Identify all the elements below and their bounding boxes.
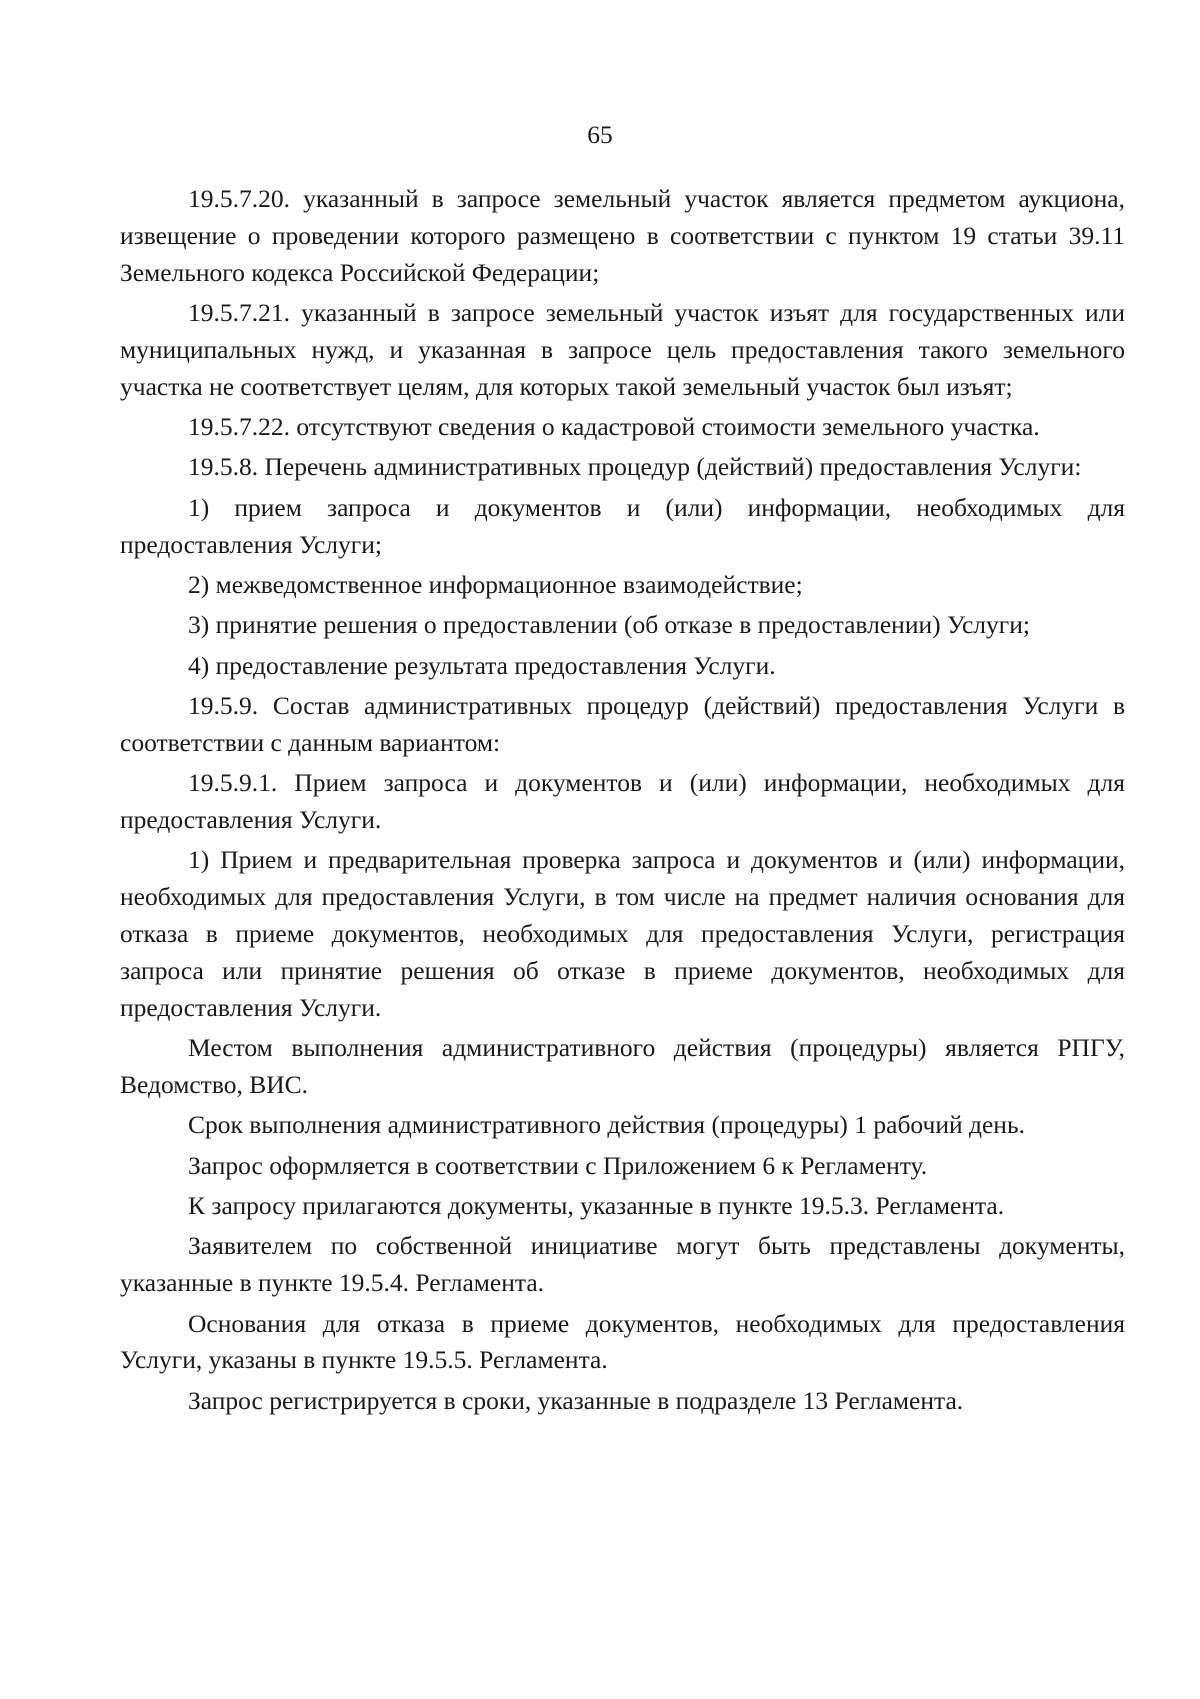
paragraph-registration: Запрос регистрируется в сроки, указанные в подразделе 13 Регламента. bbox=[188, 1385, 964, 1415]
paragraph-refusal-grounds: Основания для отказа в приеме документов, необходимых для предоставления Услуги, указаны в пункте 19.5.5. Регламента. bbox=[120, 1308, 1125, 1375]
paragraph-19-5-8: 19.5.8. Перечень административных процедур (действий) предоставления Услуги: bbox=[188, 452, 1082, 482]
list-item-4: 4) предоставление результата предоставления Услуги. bbox=[188, 650, 776, 680]
paragraph-19-5-9-1: 19.5.9.1. Прием запроса и документов и (или) информации, необходимых для предоставления Услуги. bbox=[120, 768, 1125, 835]
paragraph-19-5-7-20: 19.5.7.20. указанный в запросе земельный участок является предметом аукциона, извещение о проведении которого размещено в соответствии с пунктом 19 статьи 39.11 Земельного кодекса Российской Федерации; bbox=[120, 184, 1125, 287]
paragraph-19-5-7-21: 19.5.7.21. указанный в запросе земельный участок изъят для государственных или муниципальных нужд, и указанная в запросе цель предоставления такого земельного участка не соответствует целям, для которых такой земельный участок был изъят; bbox=[120, 297, 1125, 401]
paragraph-step-1: 1) Прием и предварительная проверка запроса и документов и (или) информации, необходимых для предоставления Услуги, в том числе на предмет наличия основания для отказа в приеме документов, необходимых для предоставления Услуги, регистрация запроса или принятие решения об отказе в приеме документов, необходимых для предоставления Услуги. bbox=[120, 845, 1125, 1022]
paragraph-deadline: Срок выполнения административного действия (процедуры) 1 рабочий день. bbox=[188, 1110, 1025, 1140]
list-item-3: 3) принятие решения о предоставлении (об отказе в предоставлении) Услуги; bbox=[188, 610, 1030, 640]
paragraph-request-form: Запрос оформляется в соответствии с Приложением 6 к Регламенту. bbox=[188, 1150, 928, 1180]
page-number: 65 bbox=[587, 120, 613, 149]
paragraph-attachments: К запросу прилагаются документы, указанные в пункте 19.5.3. Регламента. bbox=[188, 1191, 1005, 1221]
document-body bbox=[120, 181, 1125, 1423]
list-item-2: 2) межведомственное информационное взаимодействие; bbox=[188, 569, 803, 599]
paragraph-place: Местом выполнения административного действия (процедуры) является РПГУ, Ведомство, ВИС. bbox=[120, 1033, 1125, 1099]
paragraph-19-5-9: 19.5.9. Состав административных процедур (действий) предоставления Услуги в соответствии с данным вариантом: bbox=[120, 691, 1125, 757]
list-item-1: 1) прием запроса и документов и (или) информации, необходимых для предоставления Услуги; bbox=[120, 492, 1125, 559]
paragraph-own-initiative: Заявителем по собственной инициативе могут быть представлены документы, указанные в пункте 19.5.4. Регламента. bbox=[120, 1231, 1125, 1298]
paragraph-19-5-7-22: 19.5.7.22. отсутствуют сведения о кадастровой стоимости земельного участка. bbox=[188, 411, 1040, 441]
